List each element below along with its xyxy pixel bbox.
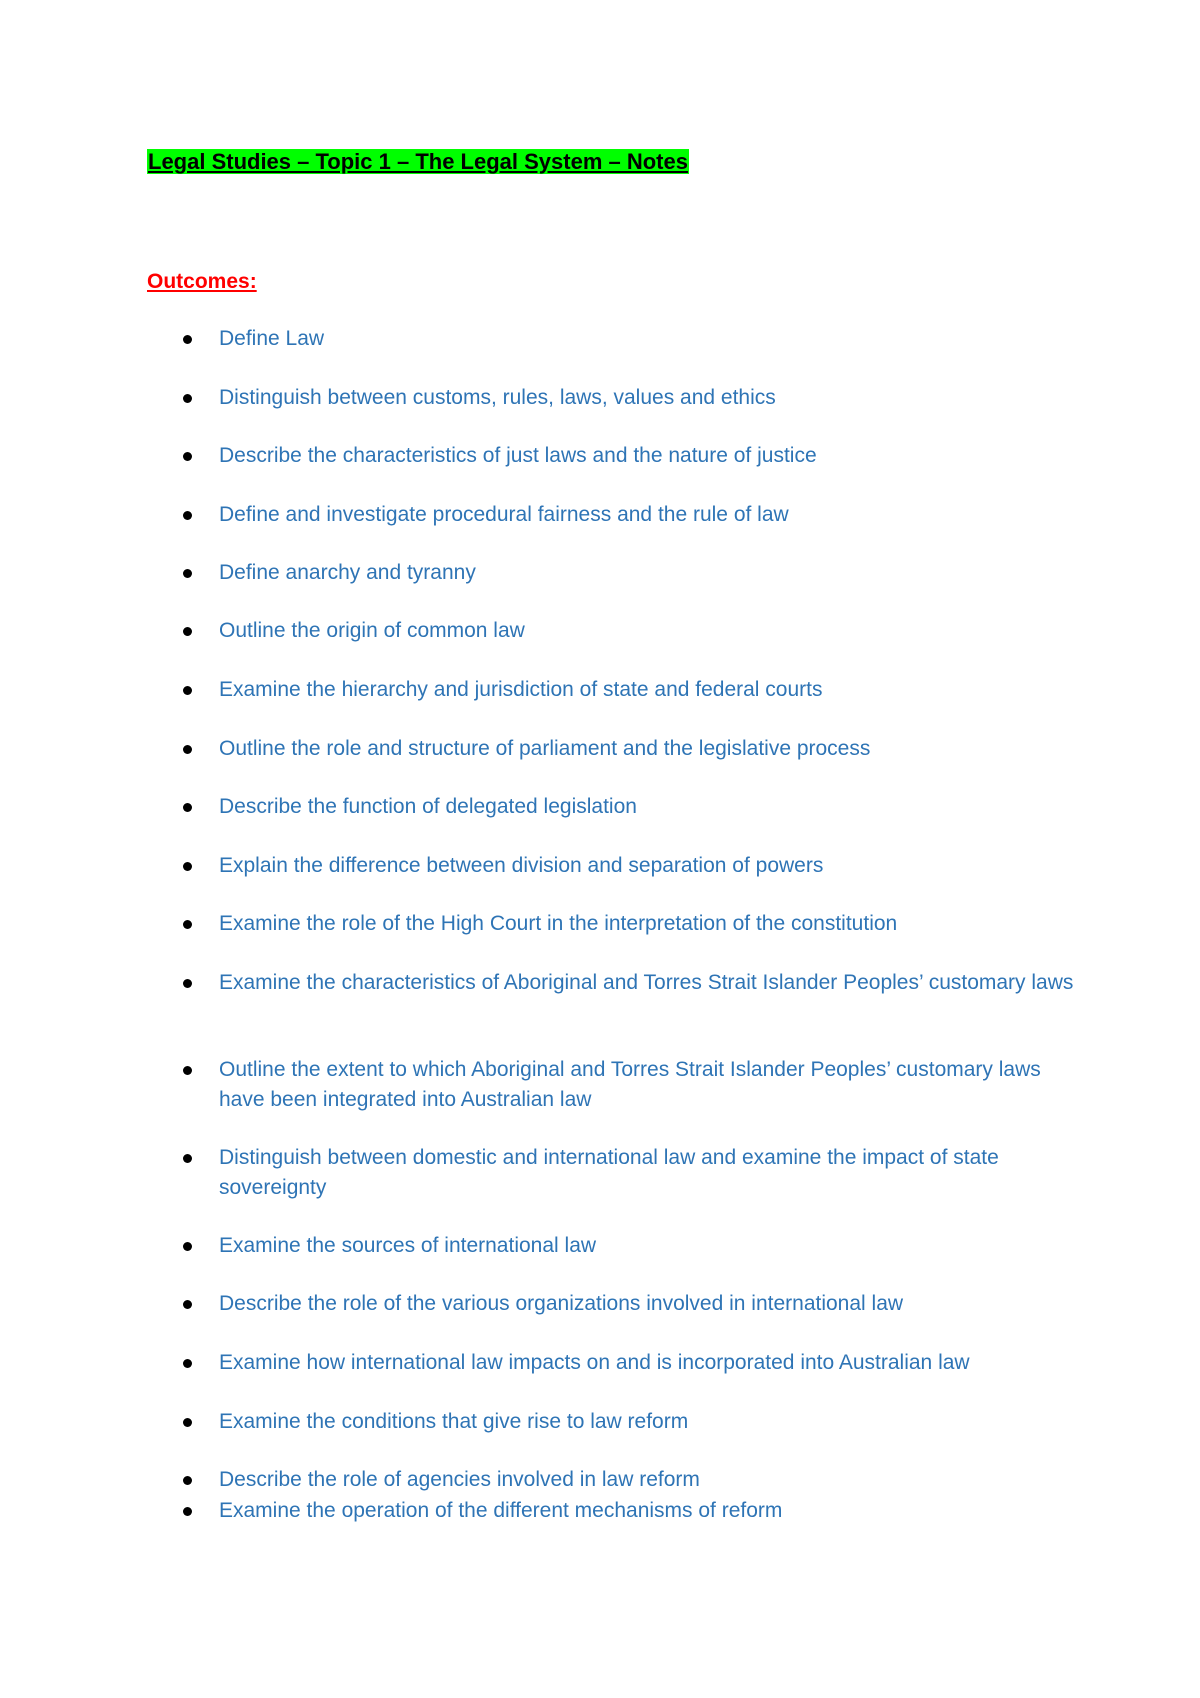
bullet-dot-icon xyxy=(183,569,192,578)
bullet-dot-icon xyxy=(183,862,192,871)
outcome-text: Examine the sources of international law xyxy=(219,1234,597,1257)
bullet-dot-icon xyxy=(183,1300,192,1309)
outcome-text: Describe the function of delegated legislation xyxy=(219,795,637,818)
bullet-dot-icon xyxy=(183,803,192,812)
bullet-dot-icon xyxy=(183,1154,192,1163)
outcome-text: Describe the characteristics of just laws and the nature of justice xyxy=(219,444,817,467)
outcome-item xyxy=(183,1055,1083,1115)
bullet-dot-icon xyxy=(183,686,192,695)
bullet-dot-icon xyxy=(183,627,192,636)
bullet-dot-icon xyxy=(183,452,192,461)
outcome-item xyxy=(183,1231,1083,1261)
outcome-item xyxy=(183,792,1083,822)
outcome-text: Define and investigate procedural fairness and the rule of law xyxy=(219,503,789,526)
outcome-text: Examine the conditions that give rise to law reform xyxy=(219,1410,689,1433)
outcome-item xyxy=(183,500,1083,530)
bullet-dot-icon xyxy=(183,1476,192,1485)
outcome-item xyxy=(183,383,1083,413)
outcome-item xyxy=(183,1143,1083,1203)
outcome-text: Distinguish between customs, rules, laws, values and ethics xyxy=(219,386,776,409)
outcome-text: Examine the operation of the different mechanisms of reform xyxy=(219,1499,783,1522)
bullet-dot-icon xyxy=(183,979,192,988)
bullet-dot-icon xyxy=(183,1066,192,1075)
bullet-dot-icon xyxy=(183,1418,192,1427)
outcome-text: Define Law xyxy=(219,327,325,350)
outcome-item xyxy=(183,675,1083,705)
outcome-text: Define anarchy and tyranny xyxy=(219,561,476,584)
outcome-text: Outline the origin of common law xyxy=(219,619,525,642)
outcome-text: Describe the role of the various organizations involved in international law xyxy=(219,1292,904,1315)
outcome-text: Examine how international law impacts on and is incorporated into Australian law xyxy=(219,1351,970,1374)
outcome-item xyxy=(183,1348,1083,1378)
bullet-dot-icon xyxy=(183,511,192,520)
outcome-item xyxy=(183,558,1083,588)
bullet-dot-icon xyxy=(183,1242,192,1251)
bullet-dot-icon xyxy=(183,1507,192,1516)
outcome-text: Explain the difference between division and separation of powers xyxy=(219,854,824,877)
outcome-item xyxy=(183,1496,1083,1526)
outcome-item xyxy=(183,616,1083,646)
outcome-item xyxy=(183,1407,1083,1437)
outcome-item xyxy=(183,441,1083,471)
outcome-item xyxy=(183,1465,1083,1495)
outcome-text: Examine the hierarchy and jurisdiction of state and federal courts xyxy=(219,678,823,701)
outcome-text: Outline the role and structure of parliament and the legislative process xyxy=(219,737,871,760)
outcomes-heading: Outcomes: xyxy=(147,270,257,293)
outcome-item xyxy=(183,909,1083,939)
outcome-item xyxy=(183,1289,1083,1319)
outcome-item xyxy=(183,968,1083,998)
outcome-text: Distinguish between domestic and international law and examine the impact of state sovereignty xyxy=(219,1146,999,1199)
bullet-dot-icon xyxy=(183,745,192,754)
document-title-text: Legal Studies – Topic 1 – The Legal System – Notes xyxy=(148,149,688,174)
document-title xyxy=(147,148,689,176)
outcome-text: Outline the extent to which Aboriginal and Torres Strait Islander Peoples’ customary laws have been integrated into Australian law xyxy=(219,1058,1041,1111)
outcome-item xyxy=(183,324,1083,354)
bullet-dot-icon xyxy=(183,394,192,403)
outcome-item xyxy=(183,851,1083,881)
outcome-text: Examine the characteristics of Aboriginal and Torres Strait Islander Peoples’ customary laws xyxy=(219,971,1074,994)
bullet-dot-icon xyxy=(183,920,192,929)
outcome-text: Describe the role of agencies involved in law reform xyxy=(219,1468,700,1491)
outcome-text: Examine the role of the High Court in the interpretation of the constitution xyxy=(219,912,898,935)
bullet-dot-icon xyxy=(183,335,192,344)
bullet-dot-icon xyxy=(183,1359,192,1368)
outcome-item xyxy=(183,734,1083,764)
